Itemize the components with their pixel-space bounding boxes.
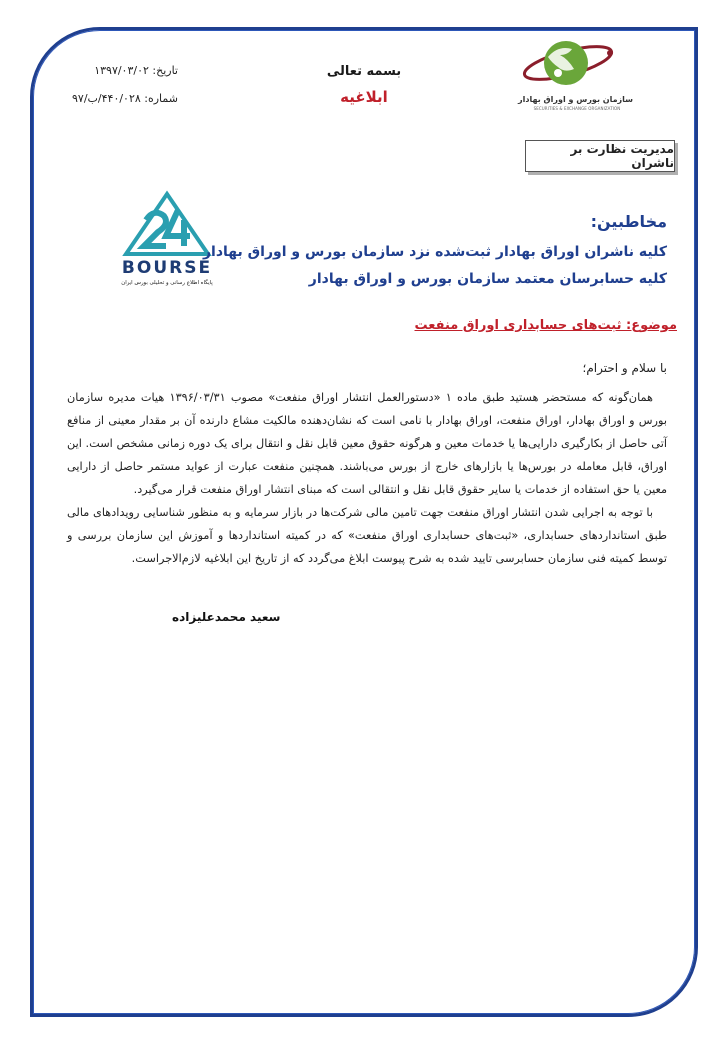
letter-body [67,386,667,570]
addressee-line: کلیه حسابرسان معتمد سازمان بورس و اوراق بهادار [308,271,667,287]
org-name-en: SECURITIES & EXCHANGE ORGANIZATION [533,106,621,111]
greeting: با سلام و احترام؛ [582,361,667,375]
body-paragraph: با توجه به اجرایی شدن انتشار اوراق منفعت جهت تامین مالی شرکت‌ها در بازار سرمایه و به منظور شناسایی رویدادهای مالی طبق استانداردهای حسابداری، «ثبت‌های حسابداری اوراق منفعت» که در کمیته استانداردها و آموزش این سازمان بررسی و توسط کمیته فنی سازمان حسابرسی تایید شده به شرح پیوست ابلاغ می‌گردد که از تاریخ این ابلاغیه لازم‌الاجراست. [67,506,667,565]
bourse-logo [104,190,230,294]
letter-number: شماره: ۴۴۰/۰۲۸/ب/۹۷ [72,92,178,105]
signer-name: سعید محمدعلیزاده [172,610,281,624]
besmeh: بسمه تعالی [326,64,402,79]
department-box: مدیریت نظارت بر ناشران [525,140,675,172]
bourse-logo-name: BOURSE [121,258,213,278]
letter-date: تاریخ: ۱۳۹۷/۰۳/۰۲ [94,64,178,77]
subject-line: موضوع: ثبت‌های حسابداری اوراق منفعت [414,318,677,333]
addressee-line: کلیه ناشران اوراق بهادار ثبت‌شده نزد سازمان بورس و اوراق بهادار [202,244,667,260]
bourse-logo-caption: پایگاه اطلاع رسانی و تحلیلی بورس ایران [121,280,213,286]
addressees-title: مخاطبین: [590,212,667,231]
org-name-fa: سازمان بورس و اوراق بهادار [518,95,633,104]
notice-label: ابلاغیه [340,88,388,106]
body-paragraph: همان‌گونه که مستحضر هستید طبق ماده ۱ «دستورالعمل انتشار اوراق منفعت» مصوب ۱۳۹۶/۰۳/۳۱ هیات مدیره سازمان بورس و اوراق بهادار، اوراق منفعت، اوراق بهادار با نامی است که نشان‌دهنده مالکیت مشاع دارنده آن بر مقدار معینی از منافع آتی حاصل از بکارگیری دارایی‌ها یا خدمات معین و هرگونه حقوق معین قابل نقل و انتقال برای یک دوره زمانی مشخص است. این اوراق، قابل معامله در بورس‌ها یا بازارهای خارج از بورس می‌باشند. همچنین منفعت عبارت از عواید مستمر حاصل از دارایی معین یا حق استفاده از خدمات یا سایر حقوق قابل نقل و انتقالی است که مبنای انتشار اوراق منفعت قرار می‌گیرد. [67,391,667,496]
